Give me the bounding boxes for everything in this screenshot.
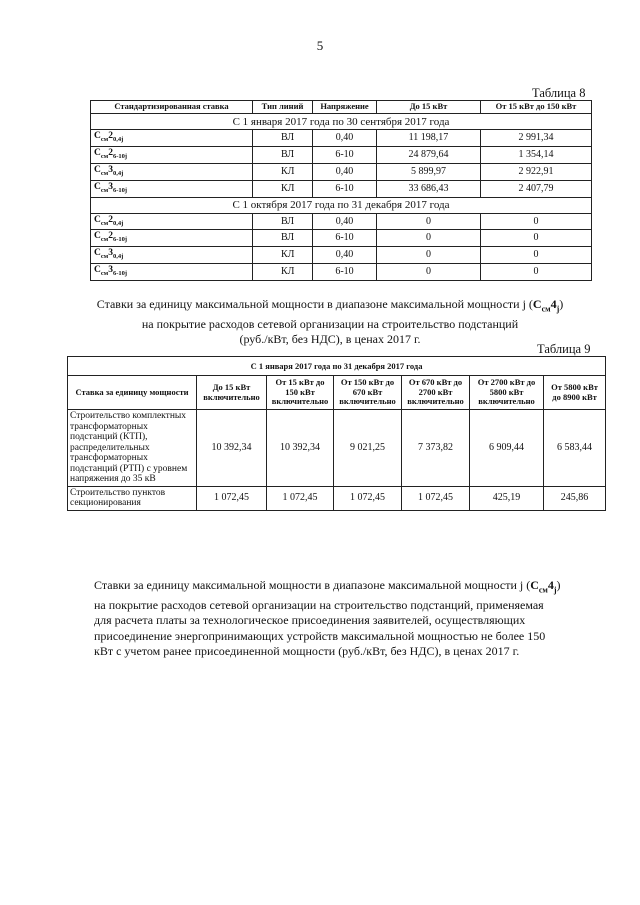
rate-15-150-cell: 2 991,34: [481, 130, 592, 147]
line-type-cell: ВЛ: [253, 146, 313, 163]
rate-code: [530, 578, 557, 595]
voltage-cell: 0,40: [313, 130, 377, 147]
table9-header-row: [68, 376, 606, 410]
rate-code-main: С: [532, 297, 542, 311]
voltage-cell: 6-10: [313, 230, 377, 247]
rate-description-cell: Строительство комплектных трансформаторных подстанций (КТП), распределительных трансформаторных подстанций (РТП) с уровнем напряжения до 35 кВ: [68, 410, 197, 487]
table-row: [91, 180, 592, 197]
table9-header: От 5800 кВт до 8900 кВт: [544, 376, 606, 410]
page-number: 5: [316, 38, 324, 53]
line-type-cell: ВЛ: [253, 230, 313, 247]
rate-15-150-cell: 0: [481, 264, 592, 281]
rate-code-cell: [91, 146, 253, 163]
table8-period: С 1 октября 2017 года по 31 декабря 2017 года: [91, 197, 592, 213]
table-row: [68, 410, 606, 487]
rate-code-mid: 3: [108, 248, 113, 259]
rate-value-cell: 425,19: [470, 486, 544, 510]
rate-code-mid: 3: [108, 164, 113, 175]
rate-code: [532, 297, 560, 314]
table8-period-row: [91, 114, 592, 130]
line-type-cell: КЛ: [253, 264, 313, 281]
rate-up-to-15-cell: 5 899,97: [377, 163, 481, 180]
table-row: [91, 247, 592, 264]
table8-header: До 15 кВт: [377, 101, 481, 114]
rate-15-150-cell: 0: [481, 230, 592, 247]
line-type-cell: ВЛ: [253, 213, 313, 230]
rate-code-tail: 4: [550, 297, 557, 311]
rate-up-to-15-cell: 0: [377, 264, 481, 281]
rate-code-mid: 2: [108, 147, 113, 158]
voltage-cell: 6-10: [313, 264, 377, 281]
rate-description-cell: Строительство пунктов секционирования: [68, 486, 197, 510]
voltage-cell: 0,40: [313, 163, 377, 180]
table8-header: От 15 кВт до 150 кВт: [481, 101, 592, 114]
rate-value-cell: 1 072,45: [267, 486, 334, 510]
rate-up-to-15-cell: 33 686,43: [377, 180, 481, 197]
voltage-cell: 6-10: [313, 180, 377, 197]
voltage-cell: 0,40: [313, 247, 377, 264]
line-type-cell: ВЛ: [253, 130, 313, 147]
rate-value-cell: 245,86: [544, 486, 606, 510]
rate-code-main: С: [530, 578, 539, 592]
rate-code-cell: [91, 130, 253, 147]
rate-up-to-15-cell: 0: [377, 230, 481, 247]
rate-code-j: j: [553, 585, 557, 595]
rate-code-voltage-sub: 0,4j: [112, 253, 124, 261]
rate-code-sub: см: [100, 219, 109, 227]
paragraph-text: ): [559, 297, 564, 311]
table9-header: От 2700 кВт до 5800 кВт включительно: [470, 376, 544, 410]
table9-caption: Таблица 9: [537, 342, 591, 356]
table-row: [91, 146, 592, 163]
rate-code-mid: 2: [108, 214, 113, 225]
rate-code-sub: см: [100, 270, 109, 278]
table9-header: Ставка за единицу мощности: [68, 376, 197, 410]
paragraph-line: присоединение энергопринимающих устройств максимальной мощностью не более 150: [94, 628, 546, 643]
rate-code-sub: см: [100, 253, 109, 261]
paragraph-text: Ставки за единицу максимальной мощности в диапазоне максимальной мощности j (: [94, 578, 531, 592]
rate-code-main: С: [94, 231, 101, 242]
line-type-cell: КЛ: [253, 247, 313, 264]
line-type-cell: КЛ: [253, 180, 313, 197]
paragraph-line: [94, 578, 594, 598]
table9: [67, 356, 606, 511]
paragraph-line: (руб./кВт, без НДС), в ценах 2017 г.: [239, 332, 421, 347]
paragraph-line: кВт с учетом ранее присоединенной мощности (руб./кВт, без НДС), в ценах 2017 г.: [94, 644, 520, 659]
table-row: [91, 130, 592, 147]
rate-code-sub: см: [100, 236, 109, 244]
rate-value-cell: 7 373,82: [402, 410, 470, 487]
paragraph-text: ): [556, 578, 561, 592]
rate-value-cell: 6 583,44: [544, 410, 606, 487]
rate-value-cell: 1 072,45: [334, 486, 402, 510]
table-row: [91, 163, 592, 180]
rate-code-cell: [91, 264, 253, 281]
rate-code-cell: [91, 247, 253, 264]
rate-code-main: С: [94, 131, 101, 141]
rate-15-150-cell: 0: [481, 213, 592, 230]
rate-code-voltage-sub: 6-10j: [112, 186, 128, 194]
table-row: [91, 264, 592, 281]
line-type-cell: КЛ: [253, 163, 313, 180]
rate-15-150-cell: 1 354,14: [481, 146, 592, 163]
rate-code-sub: см: [541, 304, 551, 314]
rate-code-cell: [91, 230, 253, 247]
table8: [90, 100, 592, 281]
rate-code-voltage-sub: 6-10j: [112, 270, 128, 278]
rate-15-150-cell: 2 407,79: [481, 180, 592, 197]
rate-up-to-15-cell: 0: [377, 213, 481, 230]
table9-header: От 150 кВт до 670 кВт включительно: [334, 376, 402, 410]
rate-value-cell: 1 072,45: [197, 486, 267, 510]
table8-header: Стандартизированная ставка: [91, 101, 253, 114]
rate-code-main: С: [94, 248, 101, 259]
table8-period: С 1 января 2017 года по 30 сентября 2017 года: [91, 114, 592, 130]
rate-code-voltage-sub: 6-10j: [112, 236, 128, 244]
paragraph-line: на покрытие расходов сетевой организации на строительство подстанций: [141, 316, 519, 331]
rate-value-cell: 9 021,25: [334, 410, 402, 487]
table-row: [91, 230, 592, 247]
rate-code-mid: 2: [108, 231, 113, 242]
table-row: [68, 486, 606, 510]
rate-15-150-cell: 0: [481, 247, 592, 264]
rate-15-150-cell: 2 922,91: [481, 163, 592, 180]
rate-up-to-15-cell: 24 879,64: [377, 146, 481, 163]
rate-code-sub: см: [538, 585, 548, 595]
rate-value-cell: 10 392,34: [267, 410, 334, 487]
rate-code-cell: [91, 213, 253, 230]
rate-code-voltage-sub: 0,4j: [112, 169, 124, 177]
paragraph-table9-intro: [80, 297, 580, 348]
rate-up-to-15-cell: 11 198,17: [377, 130, 481, 147]
rate-code-j: j: [556, 304, 560, 314]
rate-code-sub: см: [100, 186, 109, 194]
voltage-cell: 6-10: [313, 146, 377, 163]
rate-code-voltage-sub: 0,4j: [112, 219, 124, 227]
table8-caption: Таблица 8: [532, 86, 586, 100]
rate-code-sub: см: [100, 169, 109, 177]
table9-period-row: [68, 357, 606, 376]
rate-code-main: С: [94, 164, 101, 175]
rate-code-cell: [91, 163, 253, 180]
table9-header: От 670 кВт до 2700 кВт включительно: [402, 376, 470, 410]
rate-code-main: С: [94, 265, 101, 276]
rate-code-sub: см: [100, 135, 109, 143]
rate-value-cell: 6 909,44: [470, 410, 544, 487]
table8-header: Напряжение: [313, 101, 377, 114]
rate-code-mid: 3: [108, 265, 113, 276]
paragraph-text: Ставки за единицу максимальной мощности в диапазоне максимальной мощности j (: [96, 297, 533, 311]
rate-code-voltage-sub: 0,4j: [112, 135, 124, 143]
rate-code-main: С: [94, 147, 101, 158]
paragraph-line: [80, 297, 580, 317]
table9-header: От 15 кВт до 150 кВт включительно: [267, 376, 334, 410]
table8-header: Тип линий: [253, 101, 313, 114]
rate-code-voltage-sub: 6-10j: [112, 152, 128, 160]
rate-value-cell: 10 392,34: [197, 410, 267, 487]
table9-period: С 1 января 2017 года по 31 декабря 2017 года: [68, 357, 606, 376]
rate-code-main: С: [94, 214, 101, 225]
rate-value-cell: 1 072,45: [402, 486, 470, 510]
paragraph-line: для расчета платы за технологическое присоединения заявителей, осуществляющих: [94, 613, 526, 628]
paragraph-line: на покрытие расходов сетевой организации на строительство подстанций, применяемая: [94, 597, 544, 612]
table8-header-row: [91, 101, 592, 114]
rate-code-mid: 3: [108, 181, 113, 192]
rate-code-sub: см: [100, 152, 109, 160]
rate-up-to-15-cell: 0: [377, 247, 481, 264]
table8-period-row: [91, 197, 592, 213]
rate-code-tail: 4: [547, 578, 554, 592]
paragraph-rates-small-power: [94, 578, 594, 660]
rate-code-main: С: [94, 181, 101, 192]
rate-code-mid: 2: [108, 131, 113, 141]
rate-code-cell: [91, 180, 253, 197]
table9-header: До 15 кВт включительно: [197, 376, 267, 410]
table-row: [91, 213, 592, 230]
voltage-cell: 0,40: [313, 213, 377, 230]
